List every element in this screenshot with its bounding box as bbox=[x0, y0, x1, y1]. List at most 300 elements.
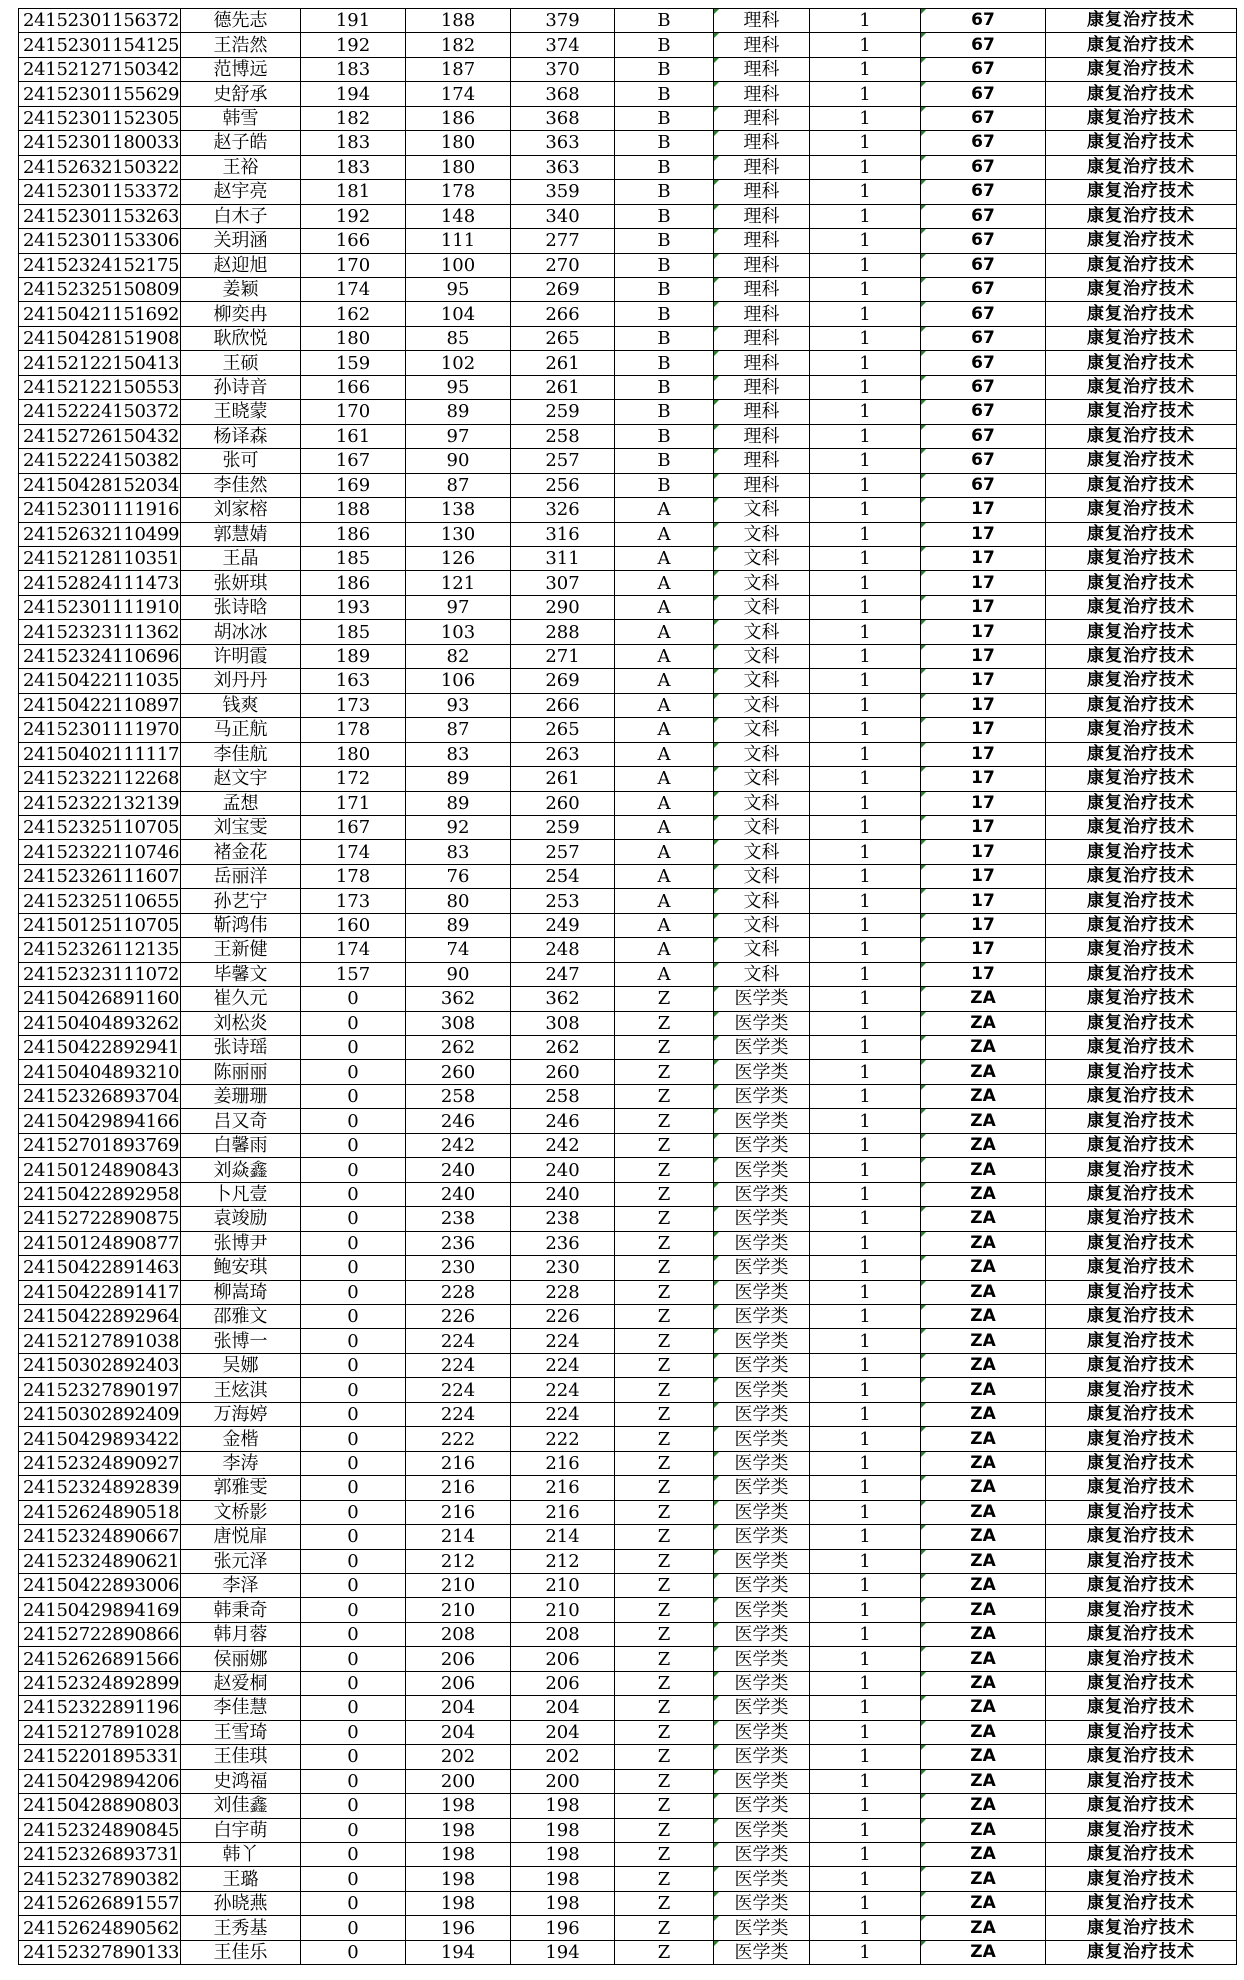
score-2-cell: 74 bbox=[406, 938, 511, 962]
score-2-cell: 80 bbox=[406, 889, 511, 913]
student-id-cell: 24152325110705 bbox=[19, 815, 181, 839]
score-2-cell: 196 bbox=[406, 1916, 511, 1940]
name-cell: 韩月蓉 bbox=[181, 1622, 301, 1646]
category-cell: 医学类 bbox=[714, 1133, 810, 1157]
score-2-cell: 97 bbox=[406, 424, 511, 448]
count-cell: 1 bbox=[810, 1598, 921, 1622]
count-cell: 1 bbox=[810, 1842, 921, 1866]
score-2-cell: 224 bbox=[406, 1353, 511, 1377]
category-cell: 医学类 bbox=[714, 1329, 810, 1353]
plan-code-cell: ZA bbox=[921, 1207, 1046, 1231]
name-cell: 刘佳鑫 bbox=[181, 1794, 301, 1818]
class-code-cell: B bbox=[615, 375, 714, 399]
table-row bbox=[19, 277, 1237, 301]
total-score-cell: 362 bbox=[511, 987, 615, 1011]
class-code-cell: A bbox=[615, 644, 714, 668]
plan-code-cell: 17 bbox=[921, 938, 1046, 962]
student-id-cell: 24152201895331 bbox=[19, 1745, 181, 1769]
major-cell: 康复治疗技术 bbox=[1046, 155, 1237, 179]
major-cell: 康复治疗技术 bbox=[1046, 1745, 1237, 1769]
score-1-cell: 0 bbox=[301, 1647, 406, 1671]
student-id-cell: 24152324892899 bbox=[19, 1671, 181, 1695]
total-score-cell: 224 bbox=[511, 1353, 615, 1377]
student-id-cell: 24152122150413 bbox=[19, 351, 181, 375]
category-cell: 理科 bbox=[714, 449, 810, 473]
class-code-cell: Z bbox=[615, 1794, 714, 1818]
major-cell: 康复治疗技术 bbox=[1046, 620, 1237, 644]
count-cell: 1 bbox=[810, 889, 921, 913]
student-id-cell: 24150429894166 bbox=[19, 1109, 181, 1133]
score-1-cell: 0 bbox=[301, 1598, 406, 1622]
count-cell: 1 bbox=[810, 1378, 921, 1402]
student-id-cell: 24152301153372 bbox=[19, 180, 181, 204]
score-1-cell: 0 bbox=[301, 1231, 406, 1255]
name-cell: 李佳航 bbox=[181, 742, 301, 766]
total-score-cell: 258 bbox=[511, 1084, 615, 1108]
category-cell: 文科 bbox=[714, 938, 810, 962]
score-2-cell: 180 bbox=[406, 155, 511, 179]
student-id-cell: 24150428152034 bbox=[19, 473, 181, 497]
plan-code-cell: 67 bbox=[921, 33, 1046, 57]
student-id-cell: 24150422110897 bbox=[19, 693, 181, 717]
count-cell: 1 bbox=[810, 106, 921, 130]
category-cell: 文科 bbox=[714, 620, 810, 644]
score-2-cell: 90 bbox=[406, 449, 511, 473]
category-cell: 医学类 bbox=[714, 1427, 810, 1451]
major-cell: 康复治疗技术 bbox=[1046, 1231, 1237, 1255]
student-id-cell: 24152301111916 bbox=[19, 498, 181, 522]
name-cell: 韩丫 bbox=[181, 1842, 301, 1866]
name-cell: 张元泽 bbox=[181, 1549, 301, 1573]
plan-code-cell: ZA bbox=[921, 1842, 1046, 1866]
total-score-cell: 226 bbox=[511, 1305, 615, 1329]
class-code-cell: A bbox=[615, 815, 714, 839]
class-code-cell: Z bbox=[615, 1280, 714, 1304]
score-2-cell: 130 bbox=[406, 522, 511, 546]
category-cell: 文科 bbox=[714, 791, 810, 815]
major-cell: 康复治疗技术 bbox=[1046, 815, 1237, 839]
class-code-cell: A bbox=[615, 767, 714, 791]
category-cell: 文科 bbox=[714, 669, 810, 693]
count-cell: 1 bbox=[810, 180, 921, 204]
table-row bbox=[19, 1794, 1237, 1818]
student-id-cell: 24152301111910 bbox=[19, 595, 181, 619]
total-score-cell: 316 bbox=[511, 522, 615, 546]
category-cell: 文科 bbox=[714, 644, 810, 668]
student-id-cell: 24150422893006 bbox=[19, 1574, 181, 1598]
plan-code-cell: ZA bbox=[921, 1891, 1046, 1915]
name-cell: 陈丽丽 bbox=[181, 1060, 301, 1084]
score-2-cell: 214 bbox=[406, 1525, 511, 1549]
count-cell: 1 bbox=[810, 1622, 921, 1646]
major-cell: 康复治疗技术 bbox=[1046, 669, 1237, 693]
count-cell: 1 bbox=[810, 1084, 921, 1108]
category-cell: 医学类 bbox=[714, 1647, 810, 1671]
count-cell: 1 bbox=[810, 913, 921, 937]
class-code-cell: Z bbox=[615, 1060, 714, 1084]
name-cell: 张诗瑶 bbox=[181, 1036, 301, 1060]
plan-code-cell: 17 bbox=[921, 669, 1046, 693]
major-cell: 康复治疗技术 bbox=[1046, 1084, 1237, 1108]
total-score-cell: 290 bbox=[511, 595, 615, 619]
score-2-cell: 262 bbox=[406, 1036, 511, 1060]
category-cell: 理科 bbox=[714, 180, 810, 204]
category-cell: 医学类 bbox=[714, 1622, 810, 1646]
class-code-cell: Z bbox=[615, 1671, 714, 1695]
count-cell: 1 bbox=[810, 1500, 921, 1524]
score-2-cell: 186 bbox=[406, 106, 511, 130]
plan-code-cell: ZA bbox=[921, 1060, 1046, 1084]
name-cell: 唐悦扉 bbox=[181, 1525, 301, 1549]
plan-code-cell: ZA bbox=[921, 1647, 1046, 1671]
name-cell: 王雪琦 bbox=[181, 1720, 301, 1744]
major-cell: 康复治疗技术 bbox=[1046, 1011, 1237, 1035]
student-id-cell: 24152325110655 bbox=[19, 889, 181, 913]
category-cell: 医学类 bbox=[714, 1036, 810, 1060]
plan-code-cell: 67 bbox=[921, 449, 1046, 473]
class-code-cell: Z bbox=[615, 1158, 714, 1182]
table-row bbox=[19, 1231, 1237, 1255]
major-cell: 康复治疗技术 bbox=[1046, 791, 1237, 815]
score-1-cell: 0 bbox=[301, 1745, 406, 1769]
class-code-cell: Z bbox=[615, 1916, 714, 1940]
student-id-cell: 24152324110696 bbox=[19, 644, 181, 668]
count-cell: 1 bbox=[810, 1525, 921, 1549]
score-1-cell: 183 bbox=[301, 57, 406, 81]
count-cell: 1 bbox=[810, 1451, 921, 1475]
category-cell: 医学类 bbox=[714, 1182, 810, 1206]
name-cell: 王裕 bbox=[181, 155, 301, 179]
total-score-cell: 271 bbox=[511, 644, 615, 668]
class-code-cell: Z bbox=[615, 1598, 714, 1622]
score-2-cell: 210 bbox=[406, 1574, 511, 1598]
table-row bbox=[19, 1036, 1237, 1060]
student-id-cell: 24152301155629 bbox=[19, 82, 181, 106]
major-cell: 康复治疗技术 bbox=[1046, 57, 1237, 81]
class-code-cell: Z bbox=[615, 1622, 714, 1646]
plan-code-cell: 17 bbox=[921, 742, 1046, 766]
student-id-cell: 24150429894169 bbox=[19, 1598, 181, 1622]
total-score-cell: 263 bbox=[511, 742, 615, 766]
score-1-cell: 186 bbox=[301, 571, 406, 595]
total-score-cell: 265 bbox=[511, 326, 615, 350]
name-cell: 王新健 bbox=[181, 938, 301, 962]
name-cell: 张妍琪 bbox=[181, 571, 301, 595]
score-1-cell: 0 bbox=[301, 1769, 406, 1793]
score-2-cell: 198 bbox=[406, 1891, 511, 1915]
plan-code-cell: ZA bbox=[921, 1084, 1046, 1108]
table-row bbox=[19, 1745, 1237, 1769]
count-cell: 1 bbox=[810, 620, 921, 644]
student-id-cell: 24152326111607 bbox=[19, 864, 181, 888]
table-row bbox=[19, 155, 1237, 179]
major-cell: 康复治疗技术 bbox=[1046, 1696, 1237, 1720]
class-code-cell: Z bbox=[615, 1867, 714, 1891]
plan-code-cell: 17 bbox=[921, 620, 1046, 644]
total-score-cell: 247 bbox=[511, 962, 615, 986]
count-cell: 1 bbox=[810, 424, 921, 448]
total-score-cell: 359 bbox=[511, 180, 615, 204]
class-code-cell: Z bbox=[615, 1500, 714, 1524]
category-cell: 理科 bbox=[714, 351, 810, 375]
class-code-cell: B bbox=[615, 351, 714, 375]
count-cell: 1 bbox=[810, 1794, 921, 1818]
category-cell: 医学类 bbox=[714, 987, 810, 1011]
total-score-cell: 204 bbox=[511, 1720, 615, 1744]
category-cell: 理科 bbox=[714, 302, 810, 326]
class-code-cell: Z bbox=[615, 1353, 714, 1377]
major-cell: 康复治疗技术 bbox=[1046, 106, 1237, 130]
score-1-cell: 0 bbox=[301, 1818, 406, 1842]
score-2-cell: 104 bbox=[406, 302, 511, 326]
category-cell: 理科 bbox=[714, 253, 810, 277]
count-cell: 1 bbox=[810, 1891, 921, 1915]
name-cell: 邵雅文 bbox=[181, 1305, 301, 1329]
score-2-cell: 95 bbox=[406, 375, 511, 399]
name-cell: 史鸿福 bbox=[181, 1769, 301, 1793]
score-1-cell: 173 bbox=[301, 889, 406, 913]
total-score-cell: 277 bbox=[511, 229, 615, 253]
student-id-cell: 24152224150372 bbox=[19, 400, 181, 424]
major-cell: 康复治疗技术 bbox=[1046, 351, 1237, 375]
class-code-cell: Z bbox=[615, 1182, 714, 1206]
table-row bbox=[19, 131, 1237, 155]
name-cell: 李涛 bbox=[181, 1451, 301, 1475]
name-cell: 王浩然 bbox=[181, 33, 301, 57]
score-1-cell: 173 bbox=[301, 693, 406, 717]
category-cell: 文科 bbox=[714, 522, 810, 546]
score-1-cell: 0 bbox=[301, 1280, 406, 1304]
total-score-cell: 206 bbox=[511, 1647, 615, 1671]
category-cell: 理科 bbox=[714, 277, 810, 301]
score-1-cell: 0 bbox=[301, 1427, 406, 1451]
student-id-cell: 24152224150382 bbox=[19, 449, 181, 473]
category-cell: 医学类 bbox=[714, 1256, 810, 1280]
count-cell: 1 bbox=[810, 693, 921, 717]
major-cell: 康复治疗技术 bbox=[1046, 82, 1237, 106]
count-cell: 1 bbox=[810, 326, 921, 350]
major-cell: 康复治疗技术 bbox=[1046, 1549, 1237, 1573]
name-cell: 刘宝雯 bbox=[181, 815, 301, 839]
plan-code-cell: ZA bbox=[921, 1158, 1046, 1182]
total-score-cell: 216 bbox=[511, 1500, 615, 1524]
score-2-cell: 85 bbox=[406, 326, 511, 350]
score-2-cell: 204 bbox=[406, 1720, 511, 1744]
category-cell: 文科 bbox=[714, 693, 810, 717]
student-id-cell: 24152327890382 bbox=[19, 1867, 181, 1891]
plan-code-cell: ZA bbox=[921, 1745, 1046, 1769]
student-id-cell: 24152324890927 bbox=[19, 1451, 181, 1475]
score-1-cell: 0 bbox=[301, 1060, 406, 1084]
total-score-cell: 368 bbox=[511, 106, 615, 130]
score-1-cell: 0 bbox=[301, 1622, 406, 1646]
name-cell: 王晶 bbox=[181, 546, 301, 570]
total-score-cell: 257 bbox=[511, 840, 615, 864]
plan-code-cell: ZA bbox=[921, 1794, 1046, 1818]
table-row bbox=[19, 498, 1237, 522]
major-cell: 康复治疗技术 bbox=[1046, 180, 1237, 204]
category-cell: 医学类 bbox=[714, 1794, 810, 1818]
table-row bbox=[19, 522, 1237, 546]
class-code-cell: Z bbox=[615, 1525, 714, 1549]
student-id-cell: 24150302892409 bbox=[19, 1402, 181, 1426]
score-2-cell: 103 bbox=[406, 620, 511, 644]
name-cell: 王秀基 bbox=[181, 1916, 301, 1940]
count-cell: 1 bbox=[810, 595, 921, 619]
total-score-cell: 240 bbox=[511, 1182, 615, 1206]
name-cell: 关玥涵 bbox=[181, 229, 301, 253]
class-code-cell: B bbox=[615, 473, 714, 497]
score-2-cell: 95 bbox=[406, 277, 511, 301]
total-score-cell: 259 bbox=[511, 815, 615, 839]
score-2-cell: 228 bbox=[406, 1280, 511, 1304]
category-cell: 医学类 bbox=[714, 1158, 810, 1182]
table-row bbox=[19, 1158, 1237, 1182]
student-id-cell: 24152624890562 bbox=[19, 1916, 181, 1940]
plan-code-cell: ZA bbox=[921, 1525, 1046, 1549]
name-cell: 张博一 bbox=[181, 1329, 301, 1353]
score-2-cell: 89 bbox=[406, 913, 511, 937]
count-cell: 1 bbox=[810, 375, 921, 399]
count-cell: 1 bbox=[810, 864, 921, 888]
count-cell: 1 bbox=[810, 987, 921, 1011]
score-1-cell: 0 bbox=[301, 1305, 406, 1329]
table-row bbox=[19, 1353, 1237, 1377]
student-id-cell: 24152127150342 bbox=[19, 57, 181, 81]
plan-code-cell: 67 bbox=[921, 131, 1046, 155]
score-2-cell: 89 bbox=[406, 767, 511, 791]
category-cell: 医学类 bbox=[714, 1084, 810, 1108]
class-code-cell: B bbox=[615, 82, 714, 106]
table-row bbox=[19, 669, 1237, 693]
category-cell: 文科 bbox=[714, 546, 810, 570]
name-cell: 王佳乐 bbox=[181, 1940, 301, 1964]
name-cell: 李泽 bbox=[181, 1574, 301, 1598]
category-cell: 医学类 bbox=[714, 1280, 810, 1304]
plan-code-cell: ZA bbox=[921, 1329, 1046, 1353]
student-id-cell: 24152632150322 bbox=[19, 155, 181, 179]
plan-code-cell: 17 bbox=[921, 693, 1046, 717]
table-row bbox=[19, 1720, 1237, 1744]
total-score-cell: 198 bbox=[511, 1794, 615, 1818]
name-cell: 崔久元 bbox=[181, 987, 301, 1011]
class-code-cell: Z bbox=[615, 1451, 714, 1475]
category-cell: 文科 bbox=[714, 864, 810, 888]
score-2-cell: 198 bbox=[406, 1867, 511, 1891]
major-cell: 康复治疗技术 bbox=[1046, 253, 1237, 277]
table-row bbox=[19, 987, 1237, 1011]
count-cell: 1 bbox=[810, 1158, 921, 1182]
total-score-cell: 262 bbox=[511, 1036, 615, 1060]
category-cell: 理科 bbox=[714, 400, 810, 424]
count-cell: 1 bbox=[810, 938, 921, 962]
student-id-cell: 24152322112268 bbox=[19, 767, 181, 791]
student-id-cell: 24152301180033 bbox=[19, 131, 181, 155]
student-id-cell: 24152322110746 bbox=[19, 840, 181, 864]
student-id-cell: 24152301111970 bbox=[19, 718, 181, 742]
category-cell: 理科 bbox=[714, 9, 810, 33]
plan-code-cell: ZA bbox=[921, 1231, 1046, 1255]
score-1-cell: 163 bbox=[301, 669, 406, 693]
score-1-cell: 0 bbox=[301, 1182, 406, 1206]
score-2-cell: 138 bbox=[406, 498, 511, 522]
score-1-cell: 183 bbox=[301, 155, 406, 179]
table-row bbox=[19, 1402, 1237, 1426]
student-id-cell: 24150429893422 bbox=[19, 1427, 181, 1451]
count-cell: 1 bbox=[810, 1476, 921, 1500]
count-cell: 1 bbox=[810, 302, 921, 326]
total-score-cell: 224 bbox=[511, 1329, 615, 1353]
category-cell: 文科 bbox=[714, 767, 810, 791]
class-code-cell: B bbox=[615, 326, 714, 350]
score-1-cell: 178 bbox=[301, 864, 406, 888]
student-id-cell: 24152326112135 bbox=[19, 938, 181, 962]
table-row bbox=[19, 742, 1237, 766]
score-2-cell: 238 bbox=[406, 1207, 511, 1231]
score-1-cell: 0 bbox=[301, 1500, 406, 1524]
category-cell: 医学类 bbox=[714, 1671, 810, 1695]
total-score-cell: 204 bbox=[511, 1696, 615, 1720]
score-1-cell: 183 bbox=[301, 131, 406, 155]
class-code-cell: A bbox=[615, 840, 714, 864]
score-1-cell: 0 bbox=[301, 1402, 406, 1426]
count-cell: 1 bbox=[810, 791, 921, 815]
score-2-cell: 216 bbox=[406, 1500, 511, 1524]
name-cell: 赵迎旭 bbox=[181, 253, 301, 277]
table-row bbox=[19, 718, 1237, 742]
student-id-cell: 24150422892941 bbox=[19, 1036, 181, 1060]
table-row bbox=[19, 1427, 1237, 1451]
plan-code-cell: ZA bbox=[921, 1916, 1046, 1940]
category-cell: 理科 bbox=[714, 375, 810, 399]
count-cell: 1 bbox=[810, 1867, 921, 1891]
major-cell: 康复治疗技术 bbox=[1046, 1305, 1237, 1329]
score-2-cell: 308 bbox=[406, 1011, 511, 1035]
total-score-cell: 246 bbox=[511, 1109, 615, 1133]
count-cell: 1 bbox=[810, 1402, 921, 1426]
student-id-cell: 24150428151908 bbox=[19, 326, 181, 350]
name-cell: 姜珊珊 bbox=[181, 1084, 301, 1108]
student-id-cell: 24152323111362 bbox=[19, 620, 181, 644]
name-cell: 吕又奇 bbox=[181, 1109, 301, 1133]
total-score-cell: 261 bbox=[511, 375, 615, 399]
score-1-cell: 0 bbox=[301, 1671, 406, 1695]
name-cell: 刘家榕 bbox=[181, 498, 301, 522]
score-2-cell: 83 bbox=[406, 840, 511, 864]
count-cell: 1 bbox=[810, 1036, 921, 1060]
name-cell: 张博尹 bbox=[181, 1231, 301, 1255]
count-cell: 1 bbox=[810, 400, 921, 424]
score-1-cell: 0 bbox=[301, 1158, 406, 1182]
count-cell: 1 bbox=[810, 669, 921, 693]
major-cell: 康复治疗技术 bbox=[1046, 375, 1237, 399]
student-id-cell: 24150428890803 bbox=[19, 1794, 181, 1818]
category-cell: 理科 bbox=[714, 424, 810, 448]
table-row bbox=[19, 1671, 1237, 1695]
table-row bbox=[19, 693, 1237, 717]
total-score-cell: 256 bbox=[511, 473, 615, 497]
plan-code-cell: ZA bbox=[921, 1378, 1046, 1402]
plan-code-cell: 67 bbox=[921, 277, 1046, 301]
plan-code-cell: ZA bbox=[921, 987, 1046, 1011]
major-cell: 康复治疗技术 bbox=[1046, 204, 1237, 228]
score-2-cell: 194 bbox=[406, 1940, 511, 1964]
name-cell: 韩雪 bbox=[181, 106, 301, 130]
class-code-cell: B bbox=[615, 180, 714, 204]
score-1-cell: 0 bbox=[301, 1525, 406, 1549]
count-cell: 1 bbox=[810, 9, 921, 33]
table-row bbox=[19, 620, 1237, 644]
